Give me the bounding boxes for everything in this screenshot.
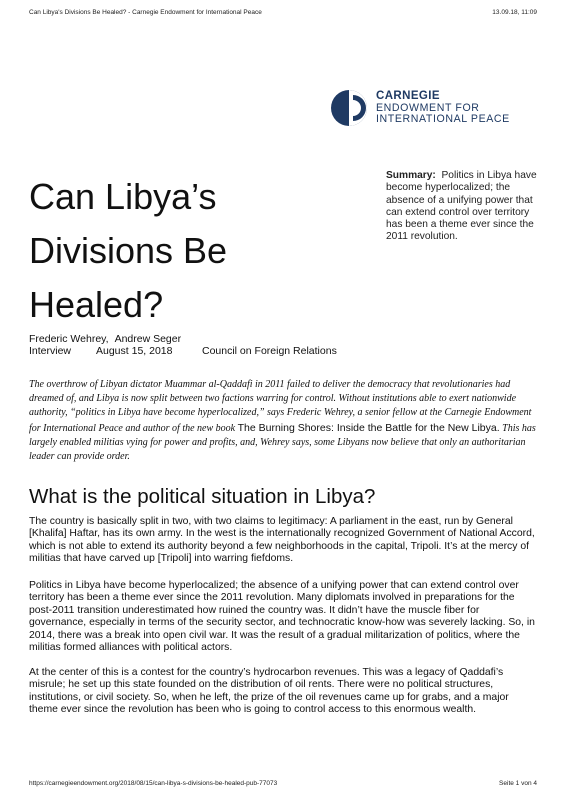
intro-paragraph (29, 378, 541, 464)
author-link-wehrey[interactable]: Frederic Wehrey, (29, 333, 109, 345)
logo-line-2: ENDOWMENT FOR (376, 101, 480, 114)
footer-page-number: Seite 1 von 4 (499, 780, 537, 787)
print-header-timestamp: 13.09.18, 11:09 (492, 9, 537, 16)
body-paragraph-2: Politics in Libya have become hyperlocalized; the absence of a unifying power that can extend control over territory has been a theme ever since the 2011 revolution. Many diplomats involved in preparations for the post-2011 transition underestimated how ruined the country was. It didn’t have the muscle fiber for governance, especially in terms of the security sector, and technocratic know-how was severely lacking. So, in 2014, there was a break into open civil war. It was the result of a gradual militarization of politics, where the militias formed alliances with political actors. (29, 580, 535, 654)
footer-url[interactable]: https://carnegieendowment.org/2018/08/15/can-libya-s-divisions-be-healed-pub-77073 (29, 780, 278, 787)
intro-text-part-2: This has largely enabled militias vying for power and profits, and, Wehrey says, some Libyans now believe that only an authoritarian leader can provide order. (29, 422, 536, 463)
title-line-1: Can Libya’s (29, 176, 217, 217)
body-paragraph-1: The country is basically split in two, with two claims to legitimacy: A parliament in the east, run by General [Khalifa] Haftar, has its own army. In the west is the internationally recognized Government of National Accord, which is not able to extend its authority beyond a few neighborhoods in the capital, Tripoli. It’s at the mercy of militias that have carved up [Tripoli] into warring fiefdoms. (29, 516, 535, 565)
carnegie-logo-mark-icon (330, 89, 368, 127)
book-title: The Burning Shores: Inside the Battle for the New Libya. (237, 421, 500, 434)
logo-line-1: CARNEGIE (376, 90, 440, 102)
carnegie-logo[interactable] (330, 89, 530, 129)
author-seger: Andrew Seger (114, 333, 182, 345)
article-meta-line (29, 345, 337, 358)
print-header-title: Can Libya's Divisions Be Healed? - Carnegie Endowment for International Peace (29, 9, 262, 16)
body-paragraph-3: At the center of this is a contest for the country’s hydrocarbon revenues. This was a legacy of Qaddafi’s misrule; he set up this state founded on the distribution of oil rents. There were no political structures, institutions, or civil society. So, when he left, the prize of the oil revenues came up for grabs, and a major theme ever since the revolution has been who is going to control access to this enormous wealth. (29, 667, 509, 716)
article-source: Council on Foreign Relations (202, 345, 337, 357)
article-date: August 15, 2018 (96, 345, 173, 357)
title-line-3: Healed? (29, 284, 164, 325)
page-title (29, 170, 349, 332)
carnegie-logo-text (376, 91, 510, 126)
title-line-2: Divisions Be (29, 230, 228, 271)
intro-text-part-1: The overthrow of Libyan dictator Muammar al-Qaddafi in 2011 failed to deliver the democracy that revolutionaries had dreamed of, and Libya is now split between two factions warring for control. Without institutions able to exert nationwide authority, “politics in Libya have become hyperlocalized,” says Frederic Wehrey, a senior fellow at the Carnegie Endowment for International Peace and author of the new book (29, 379, 532, 434)
article-type: Interview (29, 345, 72, 357)
summary-label: Summary: (386, 170, 436, 181)
summary-text: Politics in Libya have become hyperlocalized; the absence of a unifying power that can extend control over territory has been a theme ever since the 2011 revolution. (386, 170, 537, 243)
summary-box (386, 170, 546, 244)
logo-line-3: INTERNATIONAL PEACE (376, 113, 510, 125)
section-heading: What is the political situation in Libya? (29, 485, 376, 508)
